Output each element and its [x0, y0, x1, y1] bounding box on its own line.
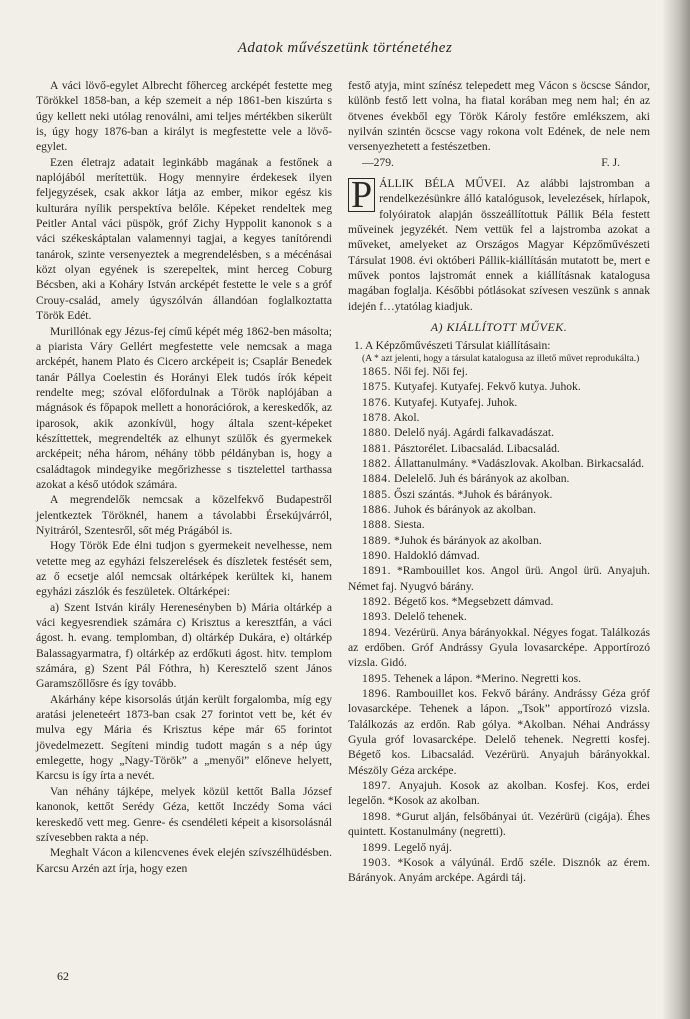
list-item: [348, 425, 650, 440]
entry-year: 1885.: [362, 487, 392, 501]
paragraph: Ezen életrajz adatait leginkább magának a festőnek a naplójából merítettük. Hogy mennyire érdekesek ilyen feljegyzések, csak akkor látja az ember, mikor egész kis kulturára nyílik perspektíva belőle. Képeket rendeltek meg Peitler Antal váci püspök, gróf Zichy Hyppolit kanonok s a váci székeskáptalan valamennyi tagjai, a kegyes tanítórendi tanárok, szinte versenyeztek a megrendelésben, s a mécénásai közt olyan egyének is szerepeltek, mint herceg Coburg Bécsben, aki a Koháry István arcképét festette le vele s a gróf Crouy-család, amely úgyszólván állandóan foglalkoztatta Török Edét.: [36, 155, 332, 323]
entry-text: Delelő tehenek.: [394, 610, 467, 624]
entry-year: 1897.: [362, 779, 392, 793]
entry-year: 1893.: [362, 610, 392, 624]
entry-year: 1878.: [362, 410, 392, 424]
entry-text: Női fej. Női fej.: [394, 364, 468, 378]
entry-text: Vezérürü. Anya bárányokkal. Négyes fogat. Találkozás az erdőben. Gróf Andrássy Gyula lovasarcképe. Apportírozó vizsla. Gidó.: [348, 625, 650, 670]
entry-year: 1881.: [362, 441, 392, 455]
entry-text: Akol.: [393, 410, 420, 424]
pallik-paragraph: [348, 176, 650, 314]
list-item: [348, 671, 650, 686]
paragraph: Van néhány tájképe, melyek közül kettőt Balla József kanonok, kettőt Serédy Géza, kettőt Inczédy Soma váci kereskedő vett meg. Genre- és csendéleti képeit a kisorsolásnál szívesebben rakta a nép.: [36, 784, 332, 844]
entry-text: Állattanulmány. *Vadászlovak. Akolban. Birkacsalád.: [394, 456, 645, 470]
entry-text: Legelő nyáj.: [394, 840, 452, 854]
entry-year: 1865.: [362, 364, 392, 378]
paragraph: Akárhány képe kisorsolás útján került forgalomba, míg egy aratási jeleneteért 1873-ban csak 27 forintot vett be, két év mulva egy Mária és Krisztus képe már 65 forintot jövedelmezett. Segíteni mindig tudott magán s a nép úgy emlegette, hogy „Nagy-Török” a „menyői” előneve helyett, Karcsu is így írta a nevét.: [36, 692, 332, 783]
entry-year: 1888.: [362, 518, 392, 532]
entry-year: 1894.: [362, 625, 392, 639]
entry-text: Őszi szántás. *Juhok és bárányok.: [394, 487, 553, 501]
list-item: [348, 855, 650, 886]
list-item: [348, 609, 650, 624]
entry-year: 1891.: [362, 564, 392, 578]
page-edge-shadow: [662, 0, 690, 1019]
list-item: [348, 441, 650, 456]
paragraph: Meghalt Vácon a kilencvenes évek elején szívszélhüdésben. Karcsu Arzén azt írja, hogy ezen: [36, 846, 332, 875]
entry-text: Kutyafej. Kutyafej. Fekvő kutya. Juhok.: [394, 380, 581, 394]
pallik-text: ÁLLIK BÉLA MŰVEI. Az alábbi lajstromban a rendelkezésünkre álló katalógusok, levelezések, hírlapok, folyóiratok alapján összeállítottuk Pállik Béla festett műveinek jegyzékét. Nem vettük fel a lajstromba azokat a műveket, amelyeket az Országos Magyar Képzőművészeti Társulat 1908. évi októberi Pállik-kiállításán mutatott be, mert e művek pontos lajstromát ennek a kiállításnak katalogusa magában foglalja. Későbbi pótlásokat szívesen veszünk s annak idején f…ytatólag kiadjuk.: [348, 177, 650, 313]
entry-year: 1898.: [362, 809, 392, 823]
list-item: [348, 533, 650, 548]
section-title: A) KIÁLLÍTOTT MŰVEK.: [430, 320, 568, 335]
entry-text: *Kosok a vályúnál. Erdő széle. Disznók az érem. Bárányok. Anyám arcképe. Agárdi táj.: [348, 855, 650, 885]
drop-cap: P: [348, 178, 375, 212]
entry-year: 1899.: [362, 840, 392, 854]
list-item: [348, 778, 650, 809]
entry-text: Delelelő. Juh és bárányok az akolban.: [394, 472, 570, 486]
subsection-title: 1. A Képzőművészeti Társulat kiállításain:: [354, 338, 551, 352]
entry-text: Bégető kos. *Megsebzett dámvad.: [394, 595, 554, 608]
reference-number: —279.: [362, 155, 394, 169]
paragraph: A váci lövő-egylet Albrecht főherceg arcképét festette meg Törökkel 1858-ban, a kép szemeit a nép 1861-ben kiszúrta s úgy kellett neki utólag renoválni, ami teljes mértékben sikerült is, úgy hogy 1876-ban a királyt is megfestette vele a lövő-egylet.: [36, 79, 332, 154]
entry-year: 1875.: [362, 380, 392, 394]
entry-text: Juhok és bárányok az akolban.: [394, 502, 536, 516]
list-item: [348, 502, 650, 517]
list-item: [348, 840, 650, 855]
list-item: [348, 364, 650, 379]
entry-year: 1876.: [362, 395, 392, 409]
entry-text: *Juhok és bárányok az akolban.: [394, 533, 542, 547]
paragraph: Murillónak egy Jézus-fej című képét még 1862-ben másolta; a piarista Váry Gellért megfestette vele nemcsak a maga arcképét, hanem Plato és Cicero arcképeit is; Csaplár Benedek tanár Pállya Coelestin és Horányi Elek tudós írók képeit rendelte meg; szóval előfordulnak a Török naplójában a mágnások és főpapok mellett a honorációrok, a kereskedők, az iparosok, akik azonkívül, hogy általa szent-képeket készíttettek, megrendelték az elhunyt szülők és gyermekek arcképeit; néha három, néhány több példányban is, hogy a családtagok mindegyike megőrizhesse s tisztelettel tarthassa azokat a késő utódok számára.: [36, 324, 332, 491]
list-item: [348, 686, 650, 778]
list-item: [348, 625, 650, 671]
entry-text: Kutyafej. Kutyafej. Juhok.: [394, 395, 518, 409]
entry-year: 1882.: [362, 456, 392, 470]
entry-year: 1895.: [362, 671, 392, 685]
list-item: [348, 395, 650, 410]
signature-line: [348, 155, 650, 170]
entry-text: Pásztorélet. Libacsalád. Libacsalád.: [394, 441, 560, 455]
entry-text: Siesta.: [394, 518, 425, 532]
entry-year: 1889.: [362, 533, 392, 547]
entry-text: Tehenek a lápon. *Merino. Negretti kos.: [393, 671, 582, 685]
list-item: [348, 563, 650, 594]
running-header: Adatok művészetünk történetéhez: [237, 40, 453, 56]
entry-year: 1892.: [362, 595, 392, 608]
entry-year: 1903.: [362, 855, 392, 869]
entry-text: Anyajuh. Kosok az akolban. Kosfej. Kos, erdei legelőn. *Kosok az akolban.: [348, 779, 650, 808]
list-item: [348, 548, 650, 563]
entry-year: 1884.: [362, 472, 392, 486]
entry-year: 1890.: [362, 548, 392, 562]
list-item: [348, 517, 650, 532]
list-item: [348, 410, 650, 425]
entry-year: 1896.: [362, 687, 392, 701]
paragraph: Hogy Török Ede élni tudjon s gyermekeit nevelhesse, nem vetette meg az egyházi felszerelések és díszletek festését sem, az ő ecsetje alól nemcsak oltárképek kerültek ki, hanem egyházi zászlók és feszületek. Oltárképei:: [36, 539, 332, 599]
list-item: [348, 809, 650, 840]
paragraph: A megrendelők nemcsak a közelfekvő Budapestről jelentkeztek Töröknél, hanem a távolabbi Érsekújvárról, Nyitráról, Szentesről, sőt még Prágából is.: [36, 493, 332, 537]
page-number: 62: [57, 969, 69, 983]
entry-text: *Gurut alján, felsőbányai út. Vezérürü (cigája). Éhes quintett. Kostanulmány (negretti).: [348, 809, 650, 839]
entry-year: 1886.: [362, 502, 392, 516]
left-column: [36, 78, 332, 876]
list-item: [348, 379, 650, 394]
paragraph: a) Szent István király Herenesényben b) Mária oltárkép a váci kegyesrendiek számára c) Krisztus a keresztfán, a váci ágost. h. evang. templomban, d) oltárkép Dukára, e) oltárkép Balassagyarmatra, f) oltárkép az erdőkuti ágost. hitv. templom számára, g) Szent Pál Fóthra, h) Keresztelő szent János Garamszőllősre és így tovább.: [36, 600, 332, 691]
entry-text: Haldokló dámvad.: [394, 548, 480, 562]
list-item: [348, 456, 650, 471]
paragraph: festő atyja, mint színész telepedett meg Vácon s öcscse Sándor, különb festő lett volna, ha fiatal korában meg nem hal; én az ötvenes évekből egy Török Károly festőre emlékszem, aki nyilván szintén öcscse vagy rokona volt Edének, de nele nem versenyezhetett a festészetben.: [348, 79, 650, 154]
list-item: [348, 471, 650, 486]
list-item: [348, 594, 650, 609]
entry-text: Rambouillet kos. Fekvő bárány. Andrássy Géza gróf lovasarcképe. Tehenek a lápon. „Tsok” apportírozó vizsla. Találkozás az erdőn. Rab gólya. *Akolban. Néhai Andrássy Gyula gróf lovasarcképe. Delelő tehenek. Negretti kosfej. Bégető kos. Libacsalád. Vezérürü. Anyajuh bárányokkal. Mészöly Géza arcképe.: [348, 687, 650, 777]
entry-text: Delelő nyáj. Agárdi falkavadászat.: [394, 426, 554, 440]
entry-text: *Rambouillet kos. Angol ürü. Angol ürü. Anyajuh. Német faj. Nyugvó bárány.: [348, 564, 650, 593]
entry-year: 1880.: [362, 426, 392, 440]
list-item: [348, 487, 650, 502]
catalogue-note: (A * azt jelenti, hogy a társulat katalogusa az illető művet reprodukálta.): [362, 352, 640, 364]
entry-list: [348, 364, 650, 886]
right-column: [348, 78, 650, 886]
author-initials: F. J.: [601, 155, 620, 169]
